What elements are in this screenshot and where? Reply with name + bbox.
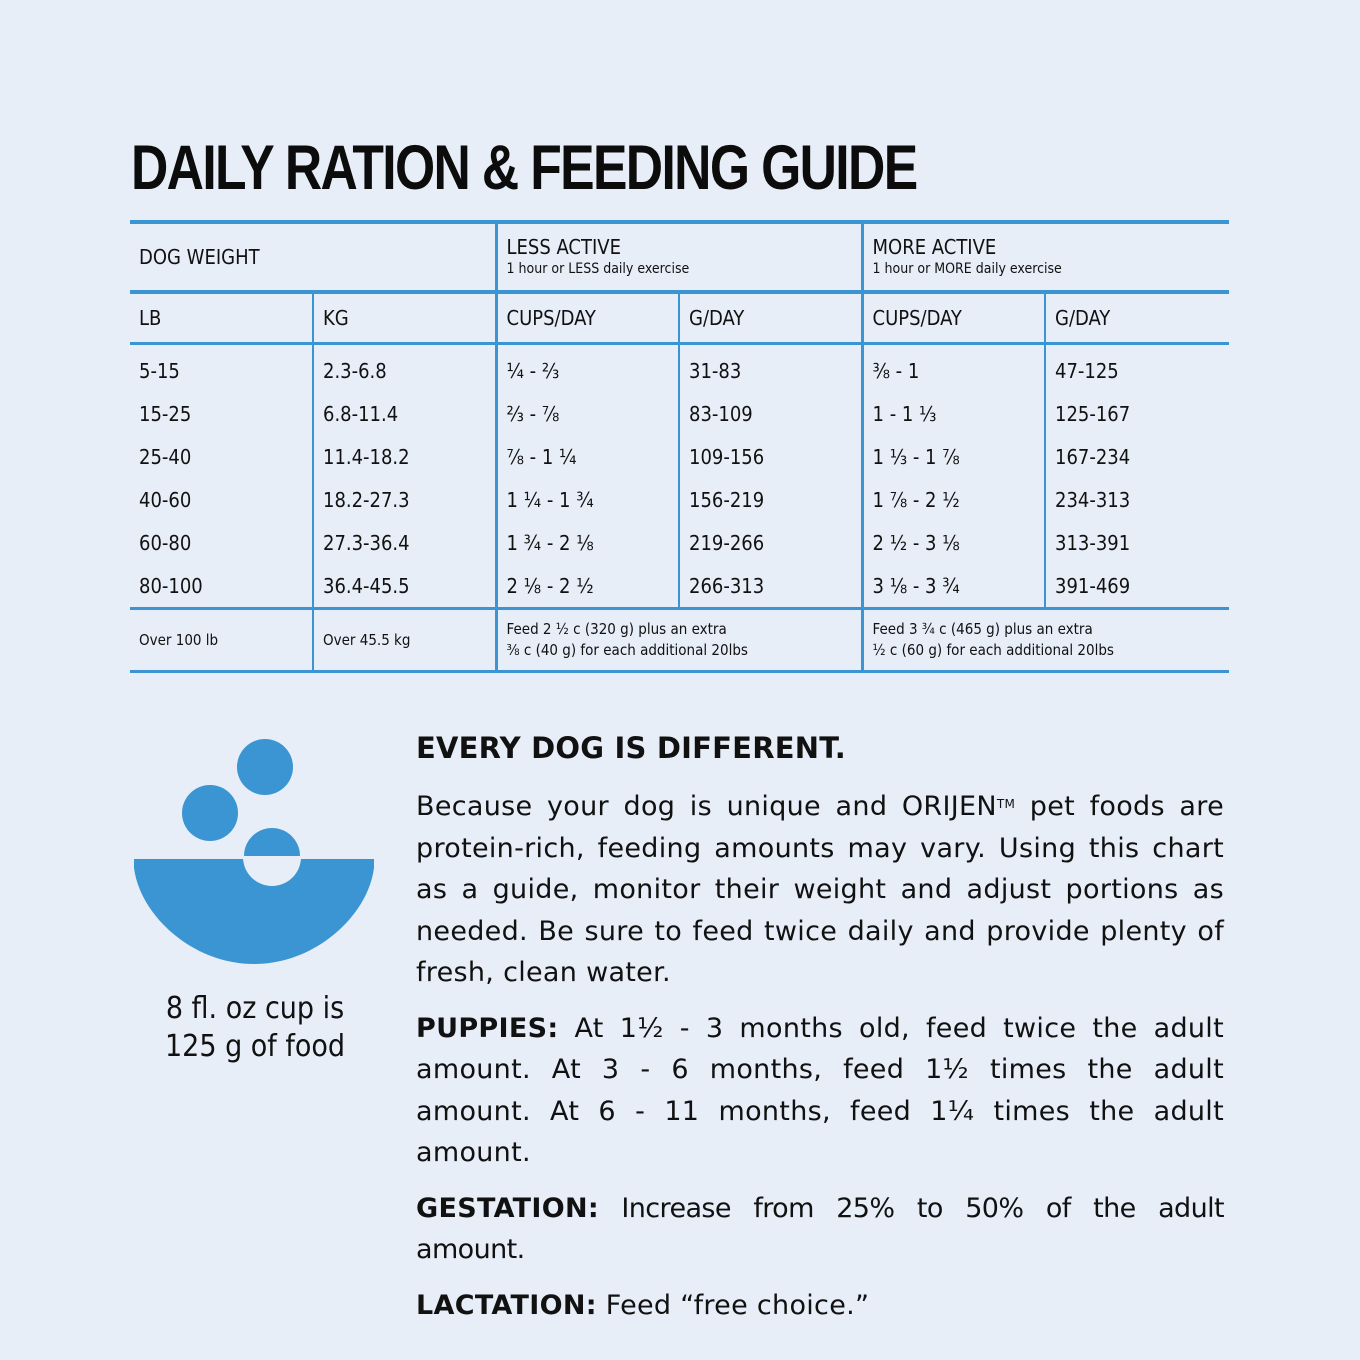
table-cell: 27.3-36.4 [313,521,496,564]
food-ball [182,785,238,841]
table-cell: 2.3-6.8 [313,344,496,393]
table-cell: ⅜ - 1 [862,344,1045,393]
table-cell: 1 - 1 ⅓ [862,392,1045,435]
table-cell: 156-219 [679,478,862,521]
table-cell: 25-40 [139,444,192,469]
bowl-svg [130,735,380,975]
food-ball [237,739,293,795]
intro-text: Because your dog is unique and ORIJEN [416,791,997,822]
table-cell: 125-167 [1045,392,1229,435]
table-cell: ¼ - ⅔ [496,344,679,393]
table-cell: 2 ⅛ - 2 ½ [496,564,679,609]
table-cell: 1 ⅓ - 1 ⅞ [862,435,1045,478]
table-cell: 6.8-11.4 [313,392,496,435]
table-cell: 2 ½ - 3 ⅛ [862,521,1045,564]
lactation-paragraph [416,1285,1224,1327]
table-cell: 11.4-18.2 [313,435,496,478]
feeding-table [130,220,1229,673]
table-cell: ⅔ - ⅞ [496,392,679,435]
lactation-label: LACTATION: [416,1289,597,1321]
table-group-header [130,222,1229,292]
puppies-label: PUPPIES: [416,1012,559,1044]
table-cell: 5-15 [139,358,180,383]
table-cell: 1 ¼ - 1 ¾ [496,478,679,521]
footer-lb: Over 100 lb [130,609,313,672]
column-header: G/DAY [1045,292,1229,344]
lactation-text: Feed “free choice.” [596,1289,870,1321]
table-cell: 15-25 [139,401,192,426]
table-cell: 31-83 [679,344,862,393]
table-cell: 167-234 [1045,435,1229,478]
table-footer-row [130,609,1229,672]
more-active-label: MORE ACTIVE [872,235,997,259]
table-cell: 40-60 [139,487,192,512]
table-row [130,392,1229,435]
less-active-sub: 1 hour or LESS daily exercise [506,261,690,277]
table-row [130,478,1229,521]
food-ball-top [244,828,300,856]
column-header: CUPS/DAY [496,292,679,344]
table-cell: 109-156 [679,435,862,478]
column-header: CUPS/DAY [862,292,1045,344]
footer-note-line: ⅜ c (40 g) for each additional 20lbs [506,641,748,659]
table-row [130,521,1229,564]
feeding-info [416,728,1224,1340]
table-cell: 3 ⅛ - 3 ¾ [862,564,1045,609]
footer-more-active [862,609,1229,672]
cup-caption-line: 125 g of food [165,1029,345,1064]
table-cell: 18.2-27.3 [313,478,496,521]
footer-note-line: ½ c (60 g) for each additional 20lbs [872,641,1114,659]
dog-weight-header: DOG WEIGHT [130,222,496,292]
table-row [130,564,1229,609]
page-title: DAILY RATION & FEEDING GUIDE [131,133,917,203]
gestation-paragraph [416,1188,1224,1271]
footer-note-line: Feed 3 ¾ c (465 g) plus an extra [872,620,1093,638]
table-cell: 391-469 [1045,564,1229,609]
table-cell: 83-109 [679,392,862,435]
column-header-row [130,292,1229,344]
footer-less-active [496,609,862,672]
intro-text-rest: pet foods are protein-rich, feeding amounts may vary. Using this chart as a guide, monitor their weight and adjust portions as needed. Be sure to feed twice daily and provide plenty of fresh, clean water. [416,791,1224,988]
table-cell: 47-125 [1045,344,1229,393]
table-cell: 1 ¾ - 2 ⅛ [496,521,679,564]
info-heading: EVERY DOG IS DIFFERENT. [416,731,846,765]
column-header: LB [130,292,313,344]
table-row [130,344,1229,393]
less-active-label: LESS ACTIVE [506,235,621,259]
table-cell: 1 ⅞ - 2 ½ [862,478,1045,521]
trademark-mark: TM [996,797,1016,811]
intro-paragraph [416,786,1224,994]
footer-kg: Over 45.5 kg [313,609,496,672]
table-cell: 219-266 [679,521,862,564]
puppies-paragraph [416,1008,1224,1174]
more-active-sub: 1 hour or MORE daily exercise [872,261,1062,277]
footer-note-line: Feed 2 ½ c (320 g) plus an extra [506,620,727,638]
gestation-text: Increase from 25% to 50% of the adult amount. [416,1192,1224,1265]
cup-caption [130,990,380,1066]
table-cell: 36.4-45.5 [313,564,496,609]
cup-caption-line: 8 fl. oz cup is [165,991,345,1026]
table-row [130,435,1229,478]
more-active-header [862,222,1229,292]
gestation-label: GESTATION: [416,1192,599,1224]
puppies-text: At 1½ - 3 months old, feed twice the adult amount. At 3 - 6 months, feed 1½ times the adult amount. At 6 - 11 months, feed 1¼ times the adult amount. [416,1012,1224,1168]
table-cell: ⅞ - 1 ¼ [496,435,679,478]
column-header: G/DAY [679,292,862,344]
table-cell: 313-391 [1045,521,1229,564]
table-cell: 80-100 [139,573,203,598]
table-cell: 60-80 [139,530,192,555]
bowl-shape [134,859,374,964]
table-cell: 234-313 [1045,478,1229,521]
column-header: KG [313,292,496,344]
less-active-header [496,222,862,292]
table-cell: 266-313 [679,564,862,609]
